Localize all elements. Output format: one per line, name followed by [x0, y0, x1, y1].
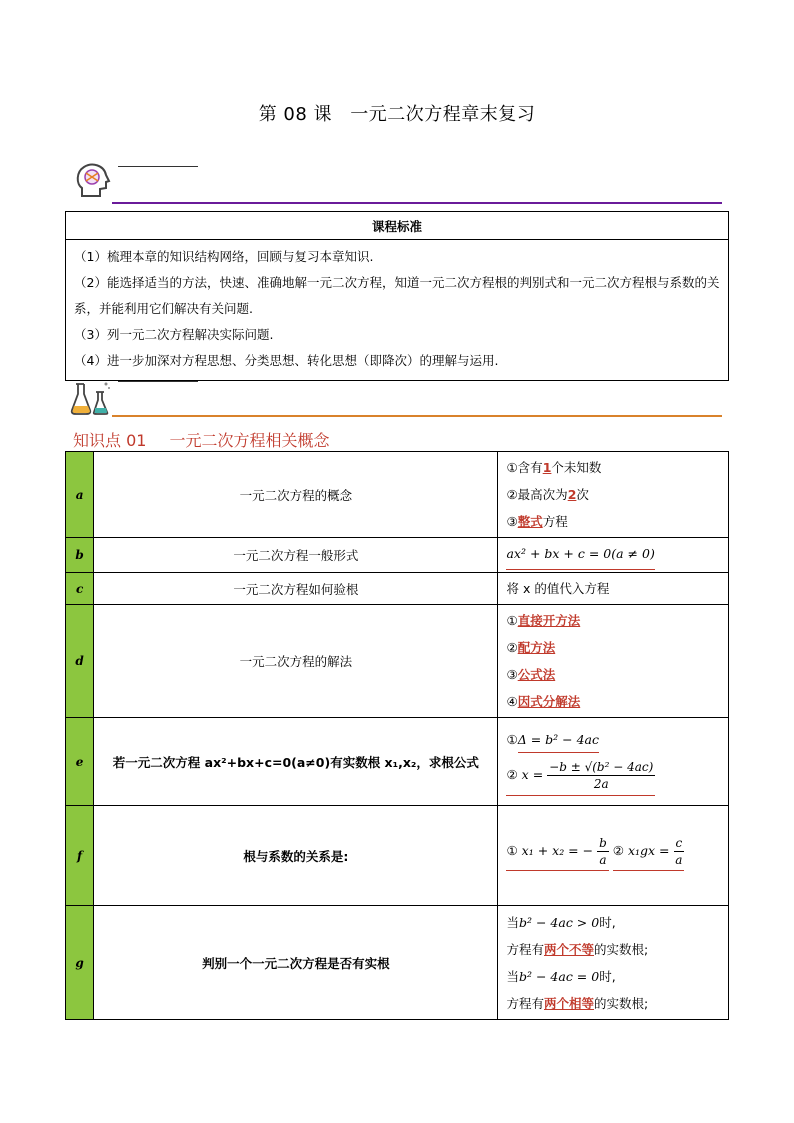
knowledge-point-name: 一元二次方程相关概念 — [169, 431, 330, 450]
concepts-table — [65, 451, 729, 1020]
brain-head-icon — [72, 160, 112, 200]
row-letter: b — [66, 538, 94, 573]
table-row — [66, 718, 729, 806]
row-concept: 若一元二次方程 ax²+bx+c=0(a≠0)有实数根 x₁,x₂，求根公式 — [94, 718, 498, 806]
purple-rule — [112, 202, 722, 204]
table-row — [66, 538, 729, 573]
table-row — [66, 573, 729, 605]
standards-header: 课程标准 — [66, 212, 729, 240]
course-standards-table — [65, 211, 729, 381]
row-concept: 一元二次方程的概念 — [94, 452, 498, 538]
row-letter: c — [66, 573, 94, 605]
orange-rule — [112, 415, 722, 417]
general-form-formula: ax² + bx + c = 0(a ≠ 0) — [506, 540, 654, 570]
standard-item-4: （4）进一步加深对方程思想、分类思想、转化思想（即降次）的理解与运用. — [74, 353, 499, 368]
row-answer — [498, 538, 729, 573]
lesson-topic: 一元二次方程章末复习 — [350, 104, 536, 125]
row-answer: ①含有1个未知数 ②最高次为2次 ③整式方程 — [498, 452, 729, 538]
row-concept: 根与系数的关系是: — [94, 806, 498, 906]
row-concept: 判别一个一元二次方程是否有实根 — [94, 906, 498, 1020]
row-letter: f — [66, 806, 94, 906]
row-letter: e — [66, 718, 94, 806]
standard-item-2: （2）能选择适当的方法，快速、准确地解一元二次方程，知道一元二次方程根的判别式和一元二次方程根与系数的关系，并能利用它们解决有关问题. — [74, 275, 720, 316]
row-answer: ①直接开方法 ②配方法 ③公式法 ④因式分解法 — [498, 605, 729, 718]
row-answer: ①Δ = b² − 4ac ② x = $\frac{\text{−b ± √(b² − 4ac)}}{2a}$ — [498, 718, 729, 806]
table-row — [66, 806, 729, 906]
standard-item-3: （3）列一元二次方程解决实际问题. — [74, 327, 274, 342]
lesson-number: 第 08 课 — [258, 104, 333, 125]
page-title — [0, 100, 794, 126]
table-row — [66, 452, 729, 538]
row-concept: 一元二次方程的解法 — [94, 605, 498, 718]
row-answer: 将 x 的值代入方程 — [498, 573, 729, 605]
table-row — [66, 906, 729, 1020]
row-letter: a — [66, 452, 94, 538]
row-letter: g — [66, 906, 94, 1020]
row-concept: 一元二次方程如何验根 — [94, 573, 498, 605]
table-row — [66, 605, 729, 718]
row-answer: 当b² − 4ac > 0时, 方程有两个不等的实数根; 当b² − 4ac = 0时, 方程有两个相等的实数根; — [498, 906, 729, 1020]
short-rule-mid — [118, 381, 198, 382]
flask-icon — [70, 380, 112, 416]
standards-body — [66, 240, 729, 381]
row-letter: d — [66, 605, 94, 718]
knowledge-point-title — [73, 428, 348, 451]
row-concept: 一元二次方程一般形式 — [94, 538, 498, 573]
row-answer: ① x₁ + x₂ = − $\frac{b}{a}$ ② x₁gx = $\frac{c}{a}$ — [498, 806, 729, 906]
standard-item-1: （1）梳理本章的知识结构网络，回顾与复习本章知识. — [74, 249, 374, 264]
knowledge-point-number: 知识点 01 — [73, 431, 147, 450]
short-rule-top — [118, 166, 198, 167]
